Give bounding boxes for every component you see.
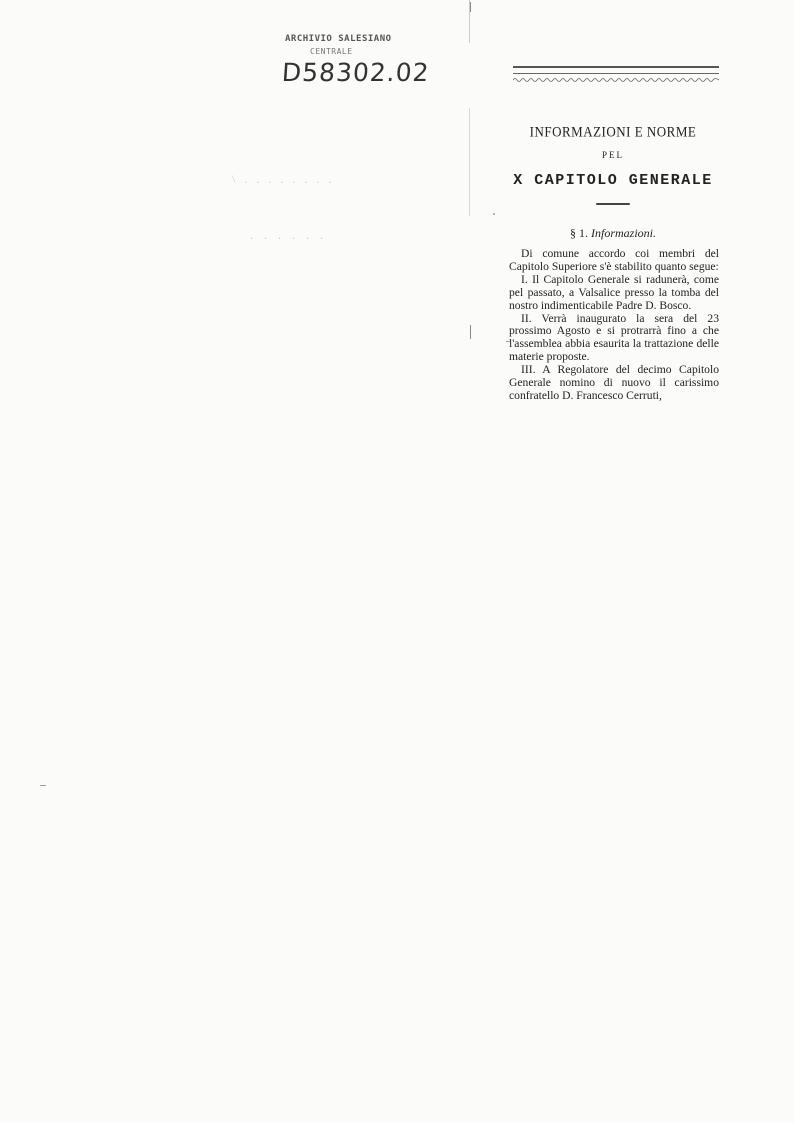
section-number: § 1. [569,226,588,240]
bleed-through: \ . . . . . . . . [232,172,335,186]
paragraph: II. Verrà inaugurato la sera del 23 prossimo Agosto e si protrarrà fino a che l'assemblea abbia esaurita la trattazione delle materie proposte. [509,311,719,364]
wavy-rule [513,76,719,84]
archive-id: D58302.02 [280,58,431,87]
paragraph: I. Il Capitolo Generale si radunerà, come pel passato, a Valsalice presso la tomba del nostro indimenticabile Padre D. Bosco. [509,272,719,312]
title-ornament [596,203,630,205]
section-heading [507,226,719,241]
speck [40,785,46,786]
page-fold [469,0,470,360]
body-text [509,248,719,403]
header-double-rule [513,66,719,74]
speck [493,213,495,215]
stamp-archive-name: ARCHIVIO SALESIANO [285,34,392,44]
fold-mark [470,325,471,339]
stamp-archive-subname: CENTRALE [310,47,353,56]
bleed-through: . . . . . . [250,228,327,242]
document-subtitle: PEL [601,150,624,160]
document-title: INFORMAZIONI E NORME [529,122,697,141]
fold-mark [470,2,471,12]
paragraph: Di comune accordo coi membri del Capitolo Superiore s'è stabilito quanto segue: [509,247,719,273]
paragraph: III. A Regolatore del decimo Capitolo Generale nomino di nuovo il carissimo confratello D. Francesco Cerruti, [509,363,719,402]
section-title: Informazioni. [590,226,656,240]
document-heading: X CAPITOLO GENERALE [513,172,713,189]
